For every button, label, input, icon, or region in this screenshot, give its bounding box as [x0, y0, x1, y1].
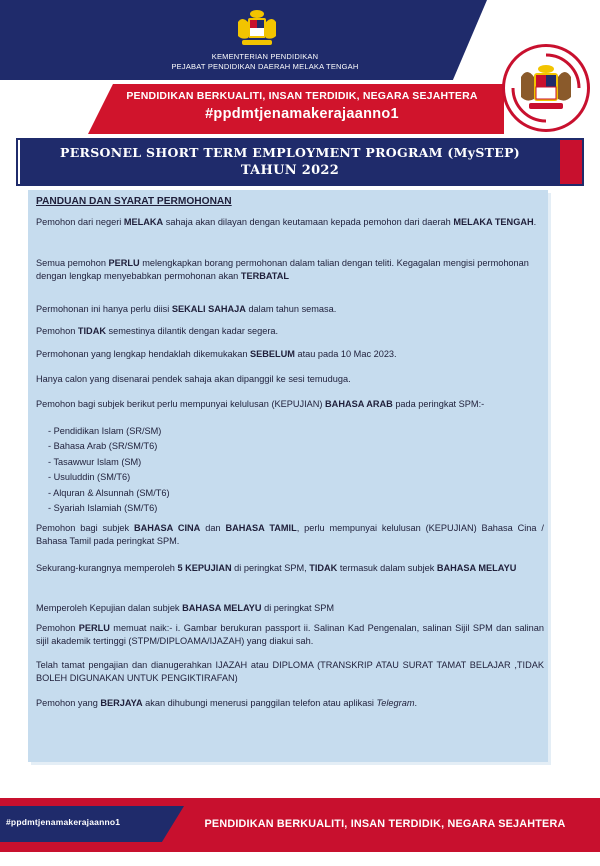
paragraph-13 [36, 697, 544, 710]
p8-bold-2: BAHASA TAMIL [225, 523, 297, 533]
ministry-name [130, 52, 400, 72]
melaka-crest-icon [505, 47, 587, 129]
p13-text-c: akan dihubungi menerusi panggilan telefon atau aplikasi [142, 698, 377, 708]
p2-text-a: Semua pemohon [36, 258, 109, 268]
p13-text-a: Pemohon yang [36, 698, 101, 708]
subject-item: - Tasawwur Islam (SM) [48, 457, 142, 467]
p10-text-c: di peringkat SPM [261, 603, 335, 613]
ministry-line-1: KEMENTERIAN PENDIDIKAN [211, 52, 319, 61]
p7-text-c: pada peringkat SPM:- [392, 399, 485, 409]
p5-text-c: atau pada 10 Mac 2023. [294, 349, 397, 359]
p8-text-a: Pemohon bagi subjek [36, 523, 134, 533]
p13-bold-1: BERJAYA [100, 698, 143, 708]
p9-bold-2: TIDAK [309, 563, 338, 573]
p7-text-a: Pemohon bagi subjek berikut perlu mempunyai kelulusan (KEPUJIAN) [36, 399, 326, 409]
p1-text-a: Pemohon dari negeri [36, 217, 124, 227]
paragraph-8 [36, 522, 544, 548]
subject-item: - Pendidikan Islam (SR/SM) [48, 426, 162, 436]
p3-bold-1: SEKALI SAHAJA [171, 304, 246, 314]
p2-bold-1: PERLU [108, 258, 140, 268]
paragraph-11 [36, 622, 544, 648]
paragraph-3 [36, 303, 544, 316]
section-heading: PANDUAN DAN SYARAT PERMOHONAN [36, 196, 232, 207]
footer-bottom-strip [0, 852, 600, 866]
p11-text-a: Pemohon [36, 623, 79, 633]
paragraph-6: Hanya calon yang disenarai pendek sahaja akan dipanggil ke sesi temuduga. [36, 374, 351, 384]
p9-bold-1: 5 KEPUJIAN [177, 563, 232, 573]
subject-item: - Alquran & Alsunnah (SM/T6) [48, 488, 170, 498]
p4-bold-1: TIDAK [77, 326, 106, 336]
p1-text-d: . [533, 217, 537, 227]
paragraph-9 [36, 562, 544, 575]
p8-bold-1: BAHASA CINA [133, 523, 201, 533]
p10-bold-1: BAHASA MELAYU [182, 603, 262, 613]
p13-italic-1: Telegram [376, 698, 415, 708]
p10-text-a: Memperoleh Kepujian dalan subjek [36, 603, 183, 613]
p2-bold-2: TERBATAL [240, 271, 289, 281]
header-hashtag: #ppdmtjenamakerajaanno1 [205, 106, 399, 122]
subject-item: - Usuluddin (SM/T6) [48, 472, 131, 482]
p8-text-c: dan [200, 523, 226, 533]
p9-text-a: Sekurang-kurangnya memperoleh [36, 563, 178, 573]
p4-text-a: Pemohon [36, 326, 78, 336]
p13-text-d: . [414, 698, 418, 708]
p3-text-a: Permohonan ini hanya perlu diisi [36, 304, 172, 314]
coat-of-arms-icon [232, 8, 282, 48]
p7-bold-1: BAHASA ARAB [325, 399, 393, 409]
paragraph-12: Telah tamat pengajian dan dianugerahkan IJAZAH atau DIPLOMA (TRANSKRIP ATAU SURAT TAMAT BELAJAR ,TIDAK BOLEH DIGUNAKAN UNTUK PENGIKTIRAFAN) [36, 660, 544, 683]
p8-text-d: , perlu mempunyai kelulusan (KEPUJIAN) Bahasa Cina / Bahasa Tamil pada peringkat SPM. [36, 523, 544, 546]
p3-text-c: dalam tahun semasa. [245, 304, 337, 314]
paragraph-10 [36, 602, 544, 615]
p9-text-d: termasuk dalam subjek [337, 563, 437, 573]
paragraph-1 [36, 216, 544, 229]
footer-hashtag: #ppdmtjenamakerajaanno1 [6, 817, 121, 827]
p5-bold-1: SEBELUM [250, 349, 295, 359]
paragraph-7 [36, 398, 544, 411]
p4-text-c: semestinya dilantik dengan kadar segera. [105, 326, 279, 336]
paragraph-5 [36, 348, 544, 361]
p1-bold-1: MELAKA [123, 217, 164, 227]
title-red-strip [560, 140, 582, 184]
ministry-line-2: PEJABAT PENDIDIKAN DAERAH MELAKA TENGAH [171, 62, 359, 71]
p9-bold-3: BAHASA MELAYU [436, 563, 517, 573]
p1-bold-2: MELAKA TENGAH [453, 217, 534, 227]
subject-item: - Syariah Islamiah (SM/T6) [48, 503, 158, 513]
p2-text-c: melengkapkan borang permohonan dalam talian dengan teliti. Kegagalan mengisi permohonan dengan lengkap menyebabkan permohonan akan [36, 258, 529, 281]
page-subtitle: TAHUN 2022 [240, 163, 340, 178]
paragraph-2 [36, 257, 544, 283]
header-slogan: PENDIDIKAN BERKUALITI, INSAN TERDIDIK, NEGARA SEJAHTERA [126, 90, 478, 102]
p5-text-a: Permohonan yang lengkap hendaklah dikemukakan [36, 349, 251, 359]
p11-text-c: memuat naik:- i. Gambar berukuran passport ii. Salinan Kad Pengenalan, salinan Sijil SPM dan salinan sijil akademik tertinggi (STPM/DIPLOAMA/IJAZAH) yang diakui sah. [36, 623, 545, 646]
paragraph-4 [36, 325, 544, 338]
p11-bold-1: PERLU [78, 623, 110, 633]
subject-item: - Bahasa Arab (SR/SM/T6) [48, 441, 158, 451]
footer-slogan: PENDIDIKAN BERKUALITI, INSAN TERDIDIK, NEGARA SEJAHTERA [204, 818, 566, 830]
page-title: PERSONEL SHORT TERM EMPLOYMENT PROGRAM (MySTEP) [60, 145, 520, 160]
p1-text-c: sahaja akan dilayan dengan keutamaan kepada pemohon dari daerah [163, 217, 454, 227]
ppd-logo [502, 44, 590, 132]
p9-text-c: di peringkat SPM, [231, 563, 310, 573]
